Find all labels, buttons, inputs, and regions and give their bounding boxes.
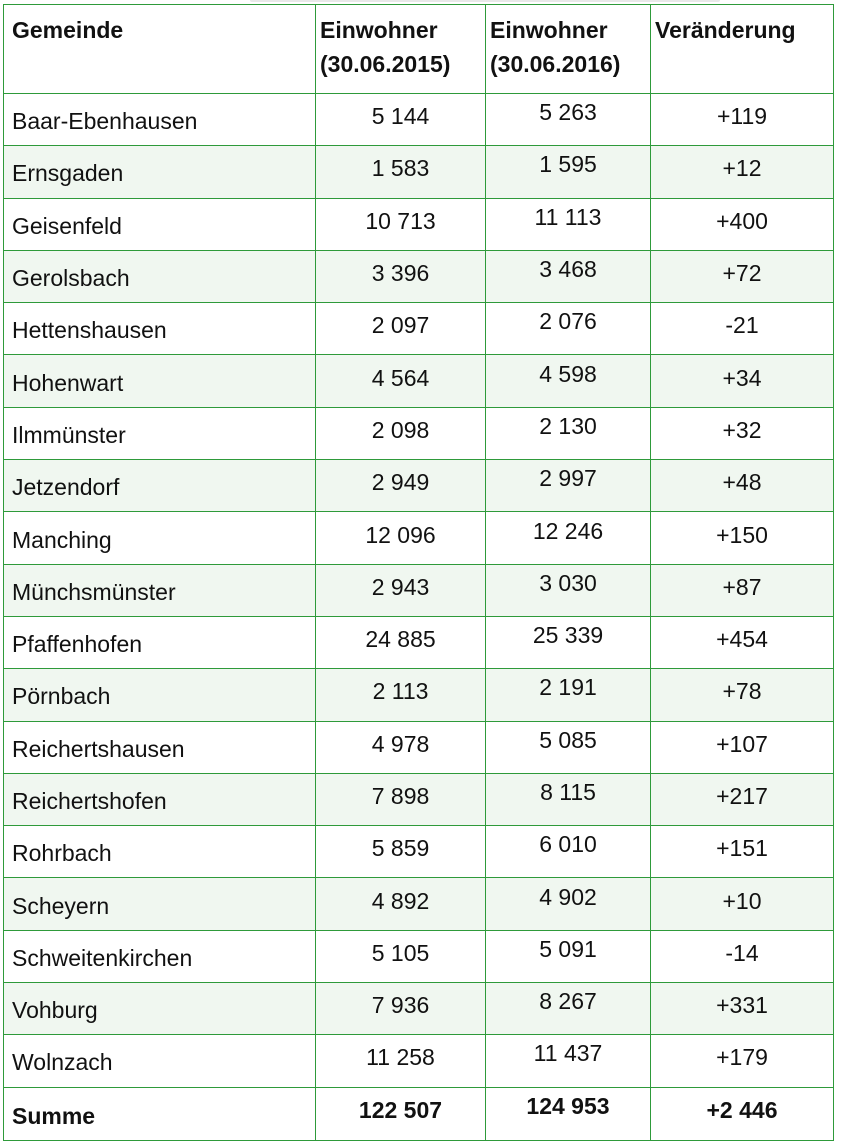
- cell-gemeinde: Jetzendorf: [4, 460, 316, 512]
- cell-veraenderung: -21: [651, 303, 834, 355]
- cell-einwohner-2015: 5 105: [316, 930, 486, 982]
- cell-gemeinde: Manching: [4, 512, 316, 564]
- population-table: [3, 4, 834, 1141]
- cell-veraenderung: +119: [651, 94, 834, 146]
- cell-einwohner-2015: 10 713: [316, 198, 486, 250]
- cell-gemeinde: Gerolsbach: [4, 250, 316, 302]
- cell-gemeinde: Ernsgaden: [4, 146, 316, 198]
- cell-einwohner-2015: 2 098: [316, 407, 486, 459]
- table-row: [4, 930, 834, 982]
- cell-veraenderung: +107: [651, 721, 834, 773]
- cell-einwohner-2015: 2 113: [316, 669, 486, 721]
- cell-gemeinde: Vohburg: [4, 983, 316, 1035]
- table-row: [4, 878, 834, 930]
- cell-gemeinde: Reichertshofen: [4, 773, 316, 825]
- table-row: [4, 564, 834, 616]
- cell-einwohner-2016: 5 085: [486, 721, 651, 773]
- cell-veraenderung: +34: [651, 355, 834, 407]
- cell-einwohner-2016: 8 267: [486, 983, 651, 1035]
- cell-einwohner-2016: 3 468: [486, 250, 651, 302]
- table-row: [4, 303, 834, 355]
- cell-total-einwohner-2016: 124 953: [486, 1087, 651, 1140]
- cell-einwohner-2016: 11 437: [486, 1035, 651, 1087]
- table-row: [4, 250, 834, 302]
- cell-einwohner-2016: 2 997: [486, 460, 651, 512]
- cell-einwohner-2016: 6 010: [486, 826, 651, 878]
- header-einwohner-2015: [316, 5, 486, 94]
- cell-veraenderung: +72: [651, 250, 834, 302]
- table-body: [4, 94, 834, 1088]
- cell-einwohner-2015: 5 144: [316, 94, 486, 146]
- header-einwohner-2015-line2: (30.06.2015): [320, 51, 451, 77]
- cell-einwohner-2016: 4 598: [486, 355, 651, 407]
- cell-veraenderung: +400: [651, 198, 834, 250]
- cell-gemeinde: Geisenfeld: [4, 198, 316, 250]
- header-gemeinde: [4, 5, 316, 94]
- header-einwohner-2016-line2: (30.06.2016): [490, 51, 621, 77]
- header-einwohner-2016: [486, 5, 651, 94]
- cell-gemeinde: Wolnzach: [4, 1035, 316, 1087]
- cell-gemeinde: Pfaffenhofen: [4, 616, 316, 668]
- table-header: [4, 5, 834, 94]
- cell-einwohner-2015: 1 583: [316, 146, 486, 198]
- cell-einwohner-2016: 25 339: [486, 616, 651, 668]
- cell-gemeinde: Schweitenkirchen: [4, 930, 316, 982]
- cell-total-einwohner-2015: 122 507: [316, 1087, 486, 1140]
- table-row: [4, 355, 834, 407]
- table-row: [4, 198, 834, 250]
- table-row: [4, 721, 834, 773]
- cell-einwohner-2016: 5 091: [486, 930, 651, 982]
- header-row: [4, 5, 834, 94]
- table-row: [4, 826, 834, 878]
- cell-gemeinde: Pörnbach: [4, 669, 316, 721]
- cell-gemeinde: Münchsmünster: [4, 564, 316, 616]
- cell-veraenderung: +32: [651, 407, 834, 459]
- table-row: [4, 616, 834, 668]
- cell-einwohner-2015: 2 097: [316, 303, 486, 355]
- cell-veraenderung: +12: [651, 146, 834, 198]
- total-row: [4, 1087, 834, 1140]
- cell-gemeinde: Baar-Ebenhausen: [4, 94, 316, 146]
- cell-einwohner-2016: 1 595: [486, 146, 651, 198]
- header-veraenderung-label: Veränderung: [655, 17, 796, 43]
- cell-einwohner-2016: 12 246: [486, 512, 651, 564]
- cell-einwohner-2015: 4 978: [316, 721, 486, 773]
- header-gemeinde-label: Gemeinde: [12, 17, 124, 43]
- cell-einwohner-2015: 3 396: [316, 250, 486, 302]
- table-row: [4, 407, 834, 459]
- cell-gemeinde: Rohrbach: [4, 826, 316, 878]
- header-einwohner-2016-line1: Einwohner: [490, 17, 608, 43]
- clipped-caption-line: [250, 0, 720, 2]
- cell-einwohner-2015: 24 885: [316, 616, 486, 668]
- cell-veraenderung: -14: [651, 930, 834, 982]
- cell-veraenderung: +87: [651, 564, 834, 616]
- cell-einwohner-2016: 2 191: [486, 669, 651, 721]
- table-row: [4, 983, 834, 1035]
- cell-einwohner-2016: 8 115: [486, 773, 651, 825]
- cell-einwohner-2016: 11 113: [486, 198, 651, 250]
- cell-einwohner-2015: 5 859: [316, 826, 486, 878]
- header-einwohner-2015-line1: Einwohner: [320, 17, 438, 43]
- table-row: [4, 460, 834, 512]
- cell-einwohner-2015: 4 564: [316, 355, 486, 407]
- table-footer: [4, 1087, 834, 1140]
- table-row: [4, 94, 834, 146]
- table-row: [4, 669, 834, 721]
- cell-einwohner-2016: 2 130: [486, 407, 651, 459]
- cell-veraenderung: +454: [651, 616, 834, 668]
- cell-einwohner-2016: 3 030: [486, 564, 651, 616]
- header-veraenderung: [651, 5, 834, 94]
- cell-gemeinde: Hohenwart: [4, 355, 316, 407]
- cell-einwohner-2016: 2 076: [486, 303, 651, 355]
- cell-einwohner-2015: 7 898: [316, 773, 486, 825]
- cell-einwohner-2015: 4 892: [316, 878, 486, 930]
- cell-einwohner-2015: 2 943: [316, 564, 486, 616]
- cell-gemeinde: Scheyern: [4, 878, 316, 930]
- cell-gemeinde: Reichertshausen: [4, 721, 316, 773]
- table-row: [4, 773, 834, 825]
- cell-veraenderung: +331: [651, 983, 834, 1035]
- cell-veraenderung: +78: [651, 669, 834, 721]
- cell-einwohner-2015: 7 936: [316, 983, 486, 1035]
- table-row: [4, 146, 834, 198]
- cell-veraenderung: +48: [651, 460, 834, 512]
- cell-gemeinde: Hettenshausen: [4, 303, 316, 355]
- cell-einwohner-2016: 4 902: [486, 878, 651, 930]
- cell-gemeinde: Ilmmünster: [4, 407, 316, 459]
- table-row: [4, 512, 834, 564]
- cell-total-label: Summe: [4, 1087, 316, 1140]
- cell-einwohner-2015: 2 949: [316, 460, 486, 512]
- cell-einwohner-2015: 11 258: [316, 1035, 486, 1087]
- cell-veraenderung: +151: [651, 826, 834, 878]
- cell-einwohner-2015: 12 096: [316, 512, 486, 564]
- cell-total-veraenderung: +2 446: [651, 1087, 834, 1140]
- cell-veraenderung: +217: [651, 773, 834, 825]
- cell-einwohner-2016: 5 263: [486, 94, 651, 146]
- cell-veraenderung: +179: [651, 1035, 834, 1087]
- cell-veraenderung: +150: [651, 512, 834, 564]
- cell-veraenderung: +10: [651, 878, 834, 930]
- table-row: [4, 1035, 834, 1087]
